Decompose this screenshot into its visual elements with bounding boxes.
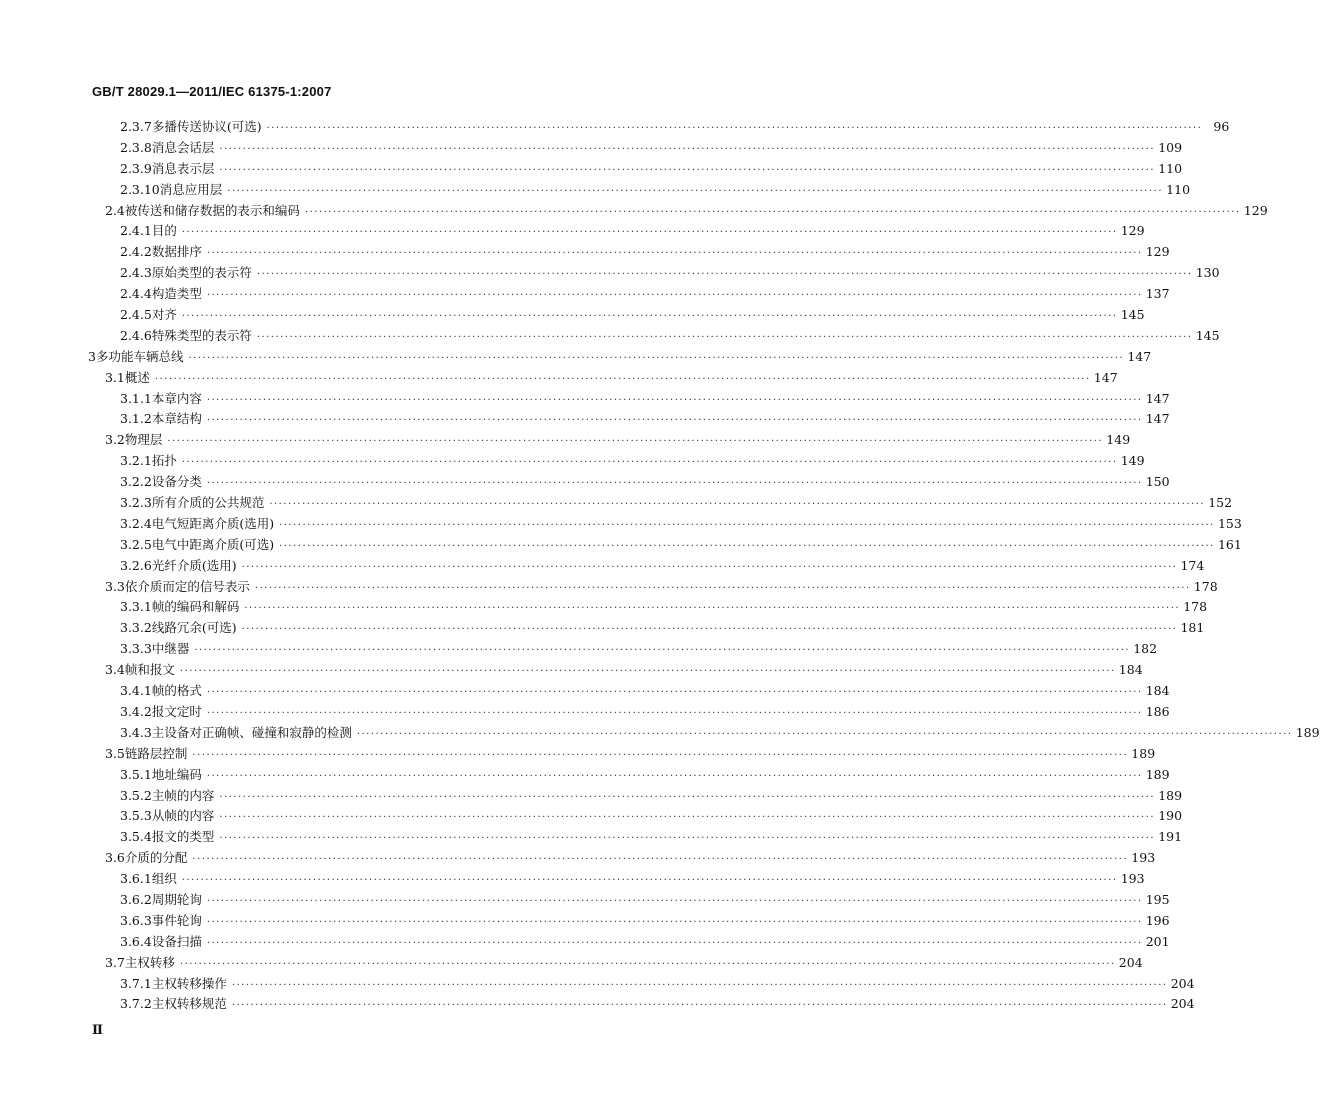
toc-entry[interactable] bbox=[88, 618, 1205, 639]
toc-entry[interactable] bbox=[88, 953, 1143, 974]
toc-entry-title: 所有介质的公共规范 bbox=[151, 495, 265, 511]
toc-entry-title: 消息表示层 bbox=[151, 160, 215, 176]
toc-entry-title: 地址编码 bbox=[151, 766, 202, 782]
toc-entry-page: 184 bbox=[1145, 683, 1170, 699]
toc-entry-number: 2.3.7 bbox=[120, 119, 152, 134]
toc-entry-page: 161 bbox=[1217, 536, 1242, 552]
toc-entry-number: 2.4.1 bbox=[120, 223, 152, 239]
toc-entry[interactable] bbox=[88, 368, 1118, 389]
toc-entry-number: 3.5.3 bbox=[120, 808, 152, 824]
toc-entry-number: 3.4 bbox=[105, 662, 125, 678]
toc-entry-number: 3.3.1 bbox=[120, 599, 152, 615]
toc-entry-page: 129 bbox=[1145, 244, 1170, 260]
toc-leader-dots: ········································································································································································································ bbox=[241, 561, 1178, 573]
toc-leader-dots: ········································································································································································································ bbox=[167, 436, 1104, 448]
toc-entry-title: 介质的分配 bbox=[124, 850, 188, 866]
toc-entry-title: 本章内容 bbox=[151, 390, 202, 406]
toc-entry[interactable] bbox=[88, 409, 1170, 430]
toc-entry-number: 3.7 bbox=[105, 954, 125, 970]
toc-entry[interactable] bbox=[88, 974, 1195, 995]
toc-entry[interactable] bbox=[88, 911, 1170, 932]
toc-entry-page: 153 bbox=[1217, 515, 1242, 531]
toc-leader-dots: ········································································································································································································ bbox=[256, 269, 1193, 281]
toc-entry-page: 174 bbox=[1180, 557, 1205, 573]
toc-entry[interactable] bbox=[88, 221, 1145, 242]
toc-entry-number: 2.4.5 bbox=[120, 307, 152, 323]
toc-entry-title: 报文的类型 bbox=[151, 829, 215, 845]
toc-entry-title: 特殊类型的表示符 bbox=[151, 327, 252, 343]
toc-entry[interactable] bbox=[88, 890, 1170, 911]
toc-entry-title: 被传送和储存数据的表示和编码 bbox=[124, 202, 300, 218]
toc-entry-title: 物理层 bbox=[124, 432, 163, 448]
toc-entry[interactable] bbox=[88, 159, 1183, 180]
toc-entry-number: 3.5 bbox=[105, 745, 125, 761]
toc-entry-title: 电气中距离介质(可选) bbox=[151, 536, 275, 552]
toc-entry-number: 3.3.2 bbox=[120, 620, 152, 636]
toc-entry[interactable] bbox=[88, 347, 1152, 368]
toc-leader-dots: ········································································································································································································ bbox=[179, 958, 1116, 970]
toc-entry-number: 3.2.4 bbox=[120, 515, 152, 531]
toc-entry-title: 主设备对正确帧、碰撞和寂静的检测 bbox=[151, 724, 352, 740]
toc-entry-number: 3.1 bbox=[105, 369, 125, 385]
toc-entry-page: 191 bbox=[1158, 829, 1183, 845]
toc-leader-dots: ········································································································································································································ bbox=[206, 290, 1143, 302]
toc-entry-number: 3.6.3 bbox=[120, 912, 152, 928]
toc-leader-dots: ········································································································································································································ bbox=[279, 519, 1215, 531]
toc-entry-number: 2.4.2 bbox=[120, 244, 152, 260]
toc-entry-number: 2.4.4 bbox=[120, 286, 152, 302]
toc-leader-dots: ········································································································································································································ bbox=[279, 540, 1215, 552]
toc-entry-number: 3.7.1 bbox=[120, 975, 152, 991]
toc-entry-page: 149 bbox=[1106, 432, 1131, 448]
toc-entry-number: 3 bbox=[88, 348, 96, 364]
toc-leader-dots: ········································································································································································································ bbox=[219, 164, 1156, 176]
toc-leader-dots: ········································································································································································································ bbox=[206, 394, 1143, 406]
toc-leader-dots: ········································································································································································································ bbox=[256, 331, 1193, 343]
toc-entry-page: 110 bbox=[1166, 181, 1191, 197]
toc-entry-title: 构造类型 bbox=[151, 286, 202, 302]
toc-entry[interactable] bbox=[88, 786, 1183, 807]
toc-entry[interactable] bbox=[88, 117, 1230, 138]
toc-entry[interactable] bbox=[88, 263, 1220, 284]
toc-entry-page: 178 bbox=[1193, 578, 1218, 594]
toc-entry[interactable] bbox=[88, 180, 1191, 201]
toc-entry-page: 145 bbox=[1195, 327, 1220, 343]
toc-leader-dots: ········································································································································································································ bbox=[181, 875, 1118, 887]
toc-entry[interactable] bbox=[88, 577, 1218, 598]
toc-entry-title: 本章结构 bbox=[151, 411, 202, 427]
toc-leader-dots: ········································································································································································································ bbox=[194, 645, 1131, 657]
toc-entry-number: 3.6.2 bbox=[120, 891, 152, 907]
toc-entry-title: 多播传送协议(可选) bbox=[151, 119, 262, 134]
toc-entry-title: 线路冗余(可选) bbox=[151, 620, 237, 636]
toc-entry[interactable] bbox=[88, 535, 1242, 556]
toc-entry[interactable] bbox=[88, 723, 1320, 744]
toc-entry-title: 帧的编码和解码 bbox=[151, 599, 240, 615]
toc-entry-title: 原始类型的表示符 bbox=[151, 265, 252, 281]
toc-entry-page: 145 bbox=[1120, 307, 1145, 323]
toc-entry-title: 依介质而定的信号表示 bbox=[124, 578, 250, 594]
toc-entry-title: 事件轮询 bbox=[151, 912, 202, 928]
toc-entry-page: 186 bbox=[1145, 703, 1170, 719]
toc-leader-dots: ········································································································································································································ bbox=[181, 311, 1118, 323]
toc-entry-page: 149 bbox=[1120, 453, 1145, 469]
toc-entry-number: 3.1.2 bbox=[120, 411, 152, 427]
toc-entry-title: 消息会话层 bbox=[151, 139, 215, 155]
toc-entry-number: 3.3.3 bbox=[120, 641, 152, 657]
toc-entry-page: 147 bbox=[1145, 390, 1170, 406]
toc-entry-page: 204 bbox=[1170, 996, 1195, 1012]
toc-leader-dots: ········································································································································································································ bbox=[206, 895, 1143, 907]
toc-leader-dots: ········································································································································································································ bbox=[219, 812, 1156, 824]
toc-entry-title: 帧的格式 bbox=[151, 683, 202, 699]
toc-entry-number: 3.2.1 bbox=[120, 453, 152, 469]
toc-leader-dots: ········································································································································································································ bbox=[356, 728, 1293, 740]
toc-entry-title: 消息应用层 bbox=[159, 181, 223, 197]
toc-entry-page: 195 bbox=[1145, 891, 1170, 907]
toc-entry-number: 2.4.6 bbox=[120, 327, 152, 343]
toc-entry-title: 电气短距离介质(选用) bbox=[151, 515, 275, 531]
toc-leader-dots: ········································································································································································································ bbox=[154, 373, 1091, 385]
toc-leader-dots: ········································································································································································································ bbox=[206, 916, 1143, 928]
toc-leader-dots: ········································································································································································································ bbox=[231, 979, 1168, 991]
toc-entry-title: 对齐 bbox=[151, 307, 177, 323]
toc-entry-page: 150 bbox=[1145, 474, 1170, 490]
toc-entry-page: 189 bbox=[1131, 745, 1156, 761]
toc-entry[interactable] bbox=[88, 597, 1208, 618]
toc-entry[interactable] bbox=[88, 639, 1158, 660]
toc-entry-page: 190 bbox=[1158, 808, 1183, 824]
toc-entry-page: 204 bbox=[1118, 954, 1143, 970]
toc-entry-title: 链路层控制 bbox=[124, 745, 188, 761]
toc-entry-number: 3.6 bbox=[105, 850, 125, 866]
toc-entry-title: 多功能车辆总线 bbox=[95, 348, 184, 364]
toc-leader-dots: ········································································································································································································ bbox=[188, 352, 1125, 364]
toc-leader-dots: ········································································································································································································ bbox=[192, 749, 1129, 761]
toc-leader-dots: ········································································································································································································ bbox=[206, 248, 1143, 260]
toc-leader-dots: ········································································································································································································ bbox=[206, 415, 1143, 427]
toc-entry-number: 3.4.2 bbox=[120, 703, 152, 719]
toc-entry-title: 中继器 bbox=[151, 641, 190, 657]
toc-entry[interactable] bbox=[88, 284, 1170, 305]
toc-entry-number: 2.3.9 bbox=[120, 160, 152, 176]
toc-entry-number: 3.3 bbox=[105, 578, 125, 594]
toc-entry-number: 3.2.6 bbox=[120, 557, 152, 573]
toc-entry-title: 周期轮询 bbox=[151, 891, 202, 907]
toc-leader-dots: ········································································································································································································ bbox=[206, 707, 1143, 719]
toc-entry[interactable] bbox=[88, 472, 1170, 493]
toc-entry-page: 204 bbox=[1170, 975, 1195, 991]
toc-entry-title: 目的 bbox=[151, 223, 177, 239]
toc-entry[interactable] bbox=[88, 138, 1183, 159]
table-of-contents bbox=[88, 117, 1320, 1015]
toc-entry[interactable] bbox=[88, 806, 1183, 827]
toc-entry-number: 2.4 bbox=[105, 202, 125, 218]
toc-entry-title: 数据排序 bbox=[151, 244, 202, 260]
toc-entry-number: 3.5.4 bbox=[120, 829, 152, 845]
toc-entry-page: 109 bbox=[1158, 139, 1183, 155]
document-header: GB/T 28029.1—2011/IEC 61375-1:2007 bbox=[92, 84, 332, 99]
toc-entry-number: 2.3.8 bbox=[120, 139, 152, 155]
toc-entry[interactable] bbox=[88, 681, 1170, 702]
toc-entry-number: 3.5.1 bbox=[120, 766, 152, 782]
toc-entry-number: 3.2 bbox=[105, 432, 125, 448]
toc-leader-dots: ········································································································································································································ bbox=[206, 687, 1143, 699]
toc-entry-page: 147 bbox=[1093, 369, 1118, 385]
toc-entry-number: 3.4.3 bbox=[120, 724, 152, 740]
toc-entry-title: 帧和报文 bbox=[124, 662, 175, 678]
toc-leader-dots: ········································································································································································································ bbox=[181, 457, 1118, 469]
toc-leader-dots: ········································································································································································································ bbox=[179, 666, 1116, 678]
toc-leader-dots: ········································································································································································································ bbox=[206, 937, 1143, 949]
toc-entry-page: 196 bbox=[1145, 912, 1170, 928]
toc-entry-title: 从帧的内容 bbox=[151, 808, 215, 824]
toc-entry-title: 概述 bbox=[124, 369, 150, 385]
toc-entry-page: 178 bbox=[1183, 599, 1208, 615]
toc-entry-page: 189 bbox=[1158, 787, 1183, 803]
toc-entry-page: 137 bbox=[1145, 286, 1170, 302]
toc-entry-number: 3.1.1 bbox=[120, 390, 152, 406]
toc-leader-dots: ········································································································································································································ bbox=[227, 185, 1164, 197]
toc-entry[interactable] bbox=[88, 702, 1170, 723]
toc-entry-page: 110 bbox=[1158, 160, 1183, 176]
toc-entry[interactable] bbox=[88, 451, 1145, 472]
toc-entry[interactable] bbox=[88, 514, 1242, 535]
toc-leader-dots: ········································································································································································································ bbox=[304, 206, 1241, 218]
toc-entry-title: 设备分类 bbox=[151, 474, 202, 490]
toc-entry-page: 201 bbox=[1145, 933, 1170, 949]
toc-entry-title: 主权转移操作 bbox=[151, 975, 227, 991]
toc-entry[interactable] bbox=[88, 389, 1170, 410]
toc-leader-dots: ········································································································································································································ bbox=[206, 770, 1143, 782]
toc-entry-title: 组织 bbox=[151, 871, 177, 887]
toc-entry-page: 147 bbox=[1145, 411, 1170, 427]
toc-entry[interactable] bbox=[88, 556, 1205, 577]
toc-leader-dots: ········································································································································································································ bbox=[219, 143, 1156, 155]
toc-leader-dots: ········································································································································································································ bbox=[181, 227, 1118, 239]
toc-entry-number: 2.3.10 bbox=[120, 181, 160, 197]
toc-leader-dots: ········································································································································································································ bbox=[192, 854, 1129, 866]
toc-leader-dots: ········································································································································································································ bbox=[254, 582, 1191, 594]
toc-entry-title: 报文定时 bbox=[151, 703, 202, 719]
toc-entry-page: 184 bbox=[1118, 662, 1143, 678]
toc-entry-title: 光纤介质(选用) bbox=[151, 557, 237, 573]
toc-entry[interactable] bbox=[88, 305, 1145, 326]
toc-entry[interactable] bbox=[88, 765, 1170, 786]
toc-entry[interactable] bbox=[88, 493, 1233, 514]
toc-entry-page: 189 bbox=[1295, 724, 1320, 740]
toc-entry[interactable] bbox=[88, 869, 1145, 890]
toc-entry-page: 96 bbox=[1213, 119, 1230, 134]
toc-leader-dots: ········································································································································································································ bbox=[244, 603, 1181, 615]
toc-entry[interactable] bbox=[88, 326, 1220, 347]
toc-leader-dots: ········································································································································································································ bbox=[231, 1000, 1168, 1012]
toc-entry-number: 3.4.1 bbox=[120, 683, 152, 699]
toc-entry-page: 152 bbox=[1208, 495, 1233, 511]
toc-entry[interactable] bbox=[88, 827, 1183, 848]
toc-entry[interactable] bbox=[88, 848, 1156, 869]
toc-entry-page: 193 bbox=[1120, 871, 1145, 887]
toc-entry-number: 2.4.3 bbox=[120, 265, 152, 281]
toc-entry[interactable] bbox=[88, 994, 1195, 1015]
toc-entry-title: 拓扑 bbox=[151, 453, 177, 469]
toc-leader-dots: ········································································································································································································ bbox=[269, 499, 1206, 511]
toc-entry[interactable] bbox=[88, 660, 1143, 681]
toc-entry-page: 181 bbox=[1180, 620, 1205, 636]
toc-entry-number: 3.6.4 bbox=[120, 933, 152, 949]
toc-entry-page: 129 bbox=[1120, 223, 1145, 239]
toc-entry-page: 130 bbox=[1195, 265, 1220, 281]
toc-entry-page: 182 bbox=[1133, 641, 1158, 657]
toc-leader-dots: ········································································································································································································ bbox=[219, 833, 1156, 845]
toc-leader-dots: ········································································································································································································ bbox=[206, 478, 1143, 490]
toc-entry-page: 147 bbox=[1127, 348, 1152, 364]
toc-entry[interactable] bbox=[88, 201, 1268, 222]
toc-entry-page: 193 bbox=[1131, 850, 1156, 866]
toc-entry-number: 3.7.2 bbox=[120, 996, 152, 1012]
toc-entry-number: 3.5.2 bbox=[120, 787, 152, 803]
toc-entry[interactable] bbox=[88, 430, 1131, 451]
toc-entry-title: 主帧的内容 bbox=[151, 787, 215, 803]
toc-entry[interactable] bbox=[88, 744, 1156, 765]
toc-entry-page: 189 bbox=[1145, 766, 1170, 782]
toc-leader-dots: ········································································································································································································ bbox=[241, 624, 1178, 636]
toc-entry[interactable] bbox=[88, 932, 1170, 953]
toc-entry-title: 主权转移规范 bbox=[151, 996, 227, 1012]
toc-entry-number: 3.6.1 bbox=[120, 871, 152, 887]
toc-entry[interactable] bbox=[88, 242, 1170, 263]
toc-entry-number: 3.2.2 bbox=[120, 474, 152, 490]
toc-entry-title: 主权转移 bbox=[124, 954, 175, 970]
toc-entry-number: 3.2.5 bbox=[120, 536, 152, 552]
page-number: Ⅱ bbox=[92, 1023, 103, 1038]
toc-leader-dots: ········································································································································································································ bbox=[266, 123, 1203, 134]
toc-entry-number: 3.2.3 bbox=[120, 495, 152, 511]
toc-entry-title: 设备扫描 bbox=[151, 933, 202, 949]
toc-entry-page: 129 bbox=[1243, 202, 1268, 218]
toc-leader-dots: ········································································································································································································ bbox=[219, 791, 1156, 803]
